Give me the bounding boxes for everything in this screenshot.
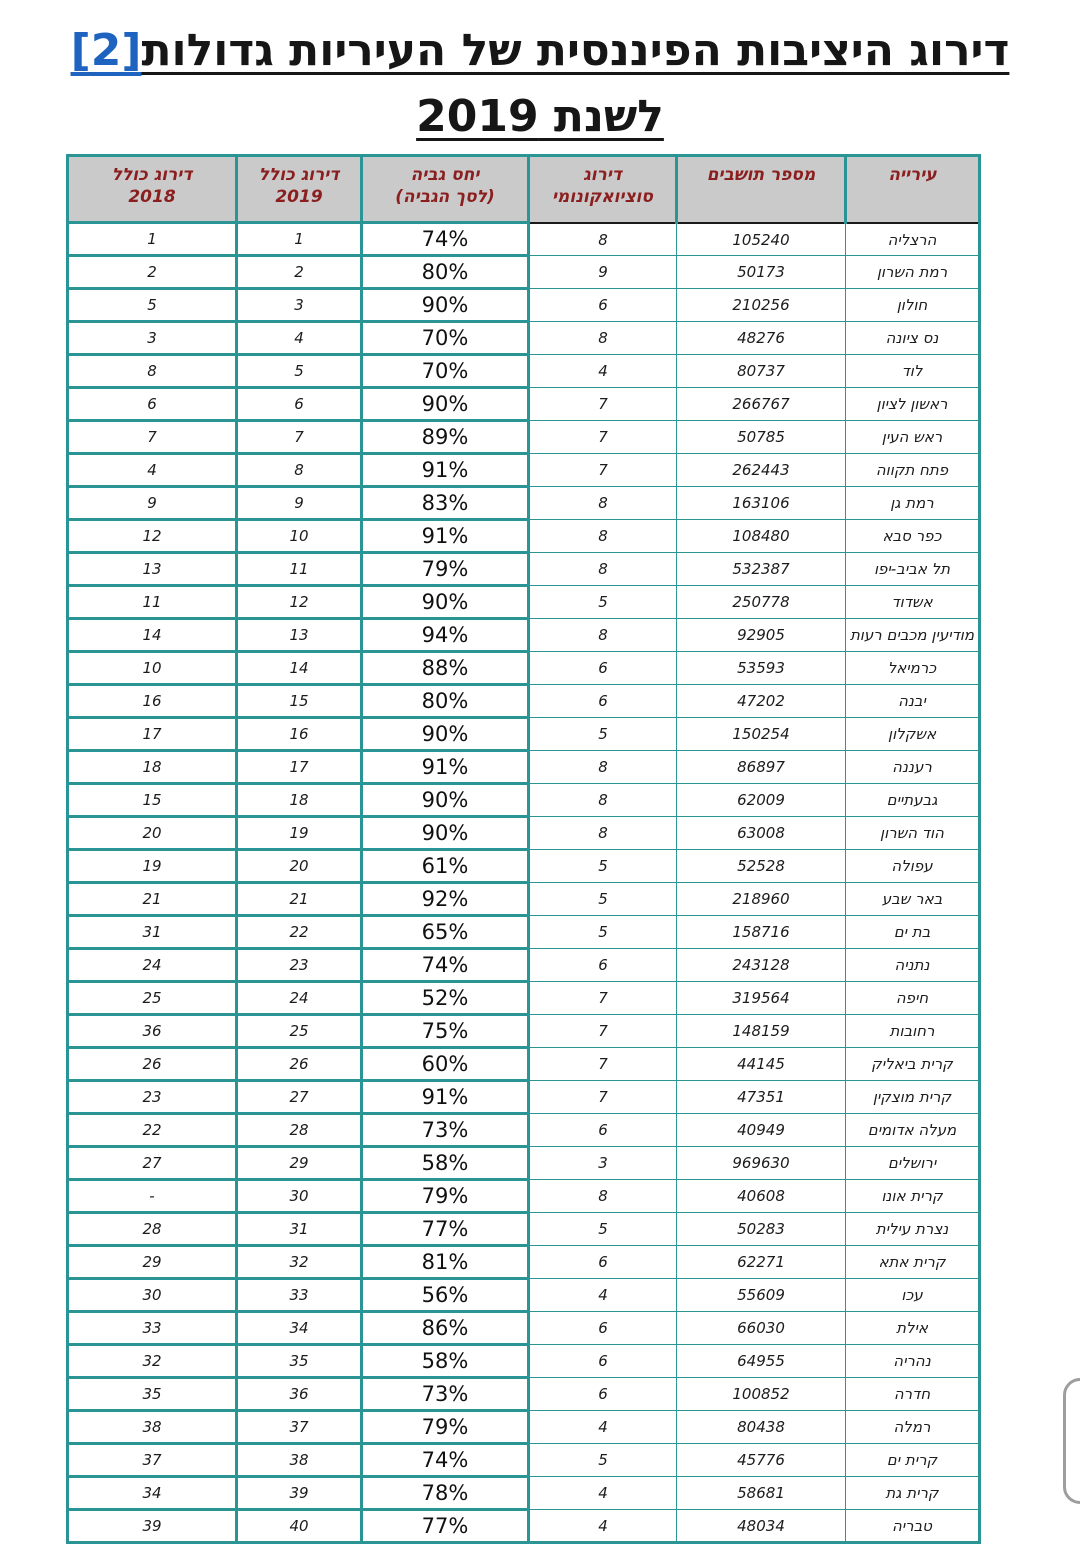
cell-collection_ratio: 91% bbox=[362, 751, 529, 784]
cell-collection_ratio: 81% bbox=[362, 1246, 529, 1279]
cell-population: 64955 bbox=[677, 1345, 846, 1378]
cell-collection_ratio: 58% bbox=[362, 1345, 529, 1378]
cell-rank_2019: 10 bbox=[237, 520, 362, 553]
cell-rank_2019: 25 bbox=[237, 1015, 362, 1048]
cell-socio_rank: 8 bbox=[529, 619, 677, 652]
cell-rank_2018: - bbox=[68, 1180, 237, 1213]
cell-population: 40949 bbox=[677, 1114, 846, 1147]
cell-rank_2018: 8 bbox=[68, 355, 237, 388]
table-row bbox=[68, 1378, 980, 1411]
cell-rank_2018: 35 bbox=[68, 1378, 237, 1411]
header-rank-2019: דירוג כולל 2019 bbox=[237, 156, 362, 223]
cell-population: 969630 bbox=[677, 1147, 846, 1180]
cell-collection_ratio: 77% bbox=[362, 1510, 529, 1543]
cell-population: 52528 bbox=[677, 850, 846, 883]
cell-rank_2018: 10 bbox=[68, 652, 237, 685]
cell-population: 80737 bbox=[677, 355, 846, 388]
cell-rank_2019: 32 bbox=[237, 1246, 362, 1279]
page-title bbox=[0, 21, 1080, 143]
cell-city: חדרה bbox=[846, 1378, 980, 1411]
cell-rank_2018: 36 bbox=[68, 1015, 237, 1048]
cell-rank_2019: 4 bbox=[237, 322, 362, 355]
cell-socio_rank: 6 bbox=[529, 652, 677, 685]
table-row bbox=[68, 1279, 980, 1312]
cell-population: 108480 bbox=[677, 520, 846, 553]
table-row bbox=[68, 388, 980, 421]
table-row bbox=[68, 949, 980, 982]
header-population: מספר תושבים bbox=[677, 156, 846, 223]
cell-population: 50173 bbox=[677, 256, 846, 289]
cell-population: 218960 bbox=[677, 883, 846, 916]
cell-rank_2019: 16 bbox=[237, 718, 362, 751]
cell-collection_ratio: 91% bbox=[362, 454, 529, 487]
cell-city: עפולה bbox=[846, 850, 980, 883]
cell-socio_rank: 4 bbox=[529, 1510, 677, 1543]
cell-socio_rank: 8 bbox=[529, 520, 677, 553]
cell-collection_ratio: 78% bbox=[362, 1477, 529, 1510]
cell-socio_rank: 5 bbox=[529, 883, 677, 916]
cell-rank_2019: 33 bbox=[237, 1279, 362, 1312]
page-title-year: לשנת 2019 bbox=[416, 91, 664, 143]
cell-rank_2018: 16 bbox=[68, 685, 237, 718]
cell-collection_ratio: 70% bbox=[362, 355, 529, 388]
cell-rank_2019: 37 bbox=[237, 1411, 362, 1444]
cell-city: רמלה bbox=[846, 1411, 980, 1444]
table-row bbox=[68, 883, 980, 916]
table-row bbox=[68, 1345, 980, 1378]
cell-city: מעלה אדומים bbox=[846, 1114, 980, 1147]
cell-collection_ratio: 65% bbox=[362, 916, 529, 949]
cell-rank_2019: 15 bbox=[237, 685, 362, 718]
cell-population: 40608 bbox=[677, 1180, 846, 1213]
cell-socio_rank: 6 bbox=[529, 1114, 677, 1147]
table-row bbox=[68, 784, 980, 817]
cell-socio_rank: 5 bbox=[529, 850, 677, 883]
cell-city: נתניה bbox=[846, 949, 980, 982]
cell-collection_ratio: 90% bbox=[362, 817, 529, 850]
cell-city: באר שבע bbox=[846, 883, 980, 916]
table-row bbox=[68, 718, 980, 751]
cell-socio_rank: 8 bbox=[529, 751, 677, 784]
cell-population: 158716 bbox=[677, 916, 846, 949]
cell-city: תל אביב-יפו bbox=[846, 553, 980, 586]
cell-city: נצרת עילית bbox=[846, 1213, 980, 1246]
cell-collection_ratio: 80% bbox=[362, 256, 529, 289]
header-city: עירייה bbox=[846, 156, 980, 223]
cell-collection_ratio: 61% bbox=[362, 850, 529, 883]
cell-rank_2019: 29 bbox=[237, 1147, 362, 1180]
cell-rank_2018: 13 bbox=[68, 553, 237, 586]
cell-rank_2019: 23 bbox=[237, 949, 362, 982]
table-row bbox=[68, 1246, 980, 1279]
cell-collection_ratio: 92% bbox=[362, 883, 529, 916]
cell-rank_2018: 29 bbox=[68, 1246, 237, 1279]
cell-city: ראשון לציון bbox=[846, 388, 980, 421]
cell-population: 80438 bbox=[677, 1411, 846, 1444]
table-row bbox=[68, 322, 980, 355]
cell-population: 53593 bbox=[677, 652, 846, 685]
cell-city: חולון bbox=[846, 289, 980, 322]
cell-rank_2018: 2 bbox=[68, 256, 237, 289]
cell-city: רעננה bbox=[846, 751, 980, 784]
cell-city: קרית מוצקין bbox=[846, 1081, 980, 1114]
cell-rank_2018: 18 bbox=[68, 751, 237, 784]
cell-rank_2019: 13 bbox=[237, 619, 362, 652]
cell-rank_2019: 2 bbox=[237, 256, 362, 289]
cell-rank_2019: 40 bbox=[237, 1510, 362, 1543]
cell-collection_ratio: 86% bbox=[362, 1312, 529, 1345]
cell-socio_rank: 8 bbox=[529, 817, 677, 850]
cell-rank_2018: 22 bbox=[68, 1114, 237, 1147]
cell-population: 210256 bbox=[677, 289, 846, 322]
cell-rank_2019: 14 bbox=[237, 652, 362, 685]
cell-city: גבעתיים bbox=[846, 784, 980, 817]
cell-rank_2018: 37 bbox=[68, 1444, 237, 1477]
cell-collection_ratio: 73% bbox=[362, 1378, 529, 1411]
table-row bbox=[68, 553, 980, 586]
cell-collection_ratio: 83% bbox=[362, 487, 529, 520]
table-row bbox=[68, 1114, 980, 1147]
cell-rank_2019: 39 bbox=[237, 1477, 362, 1510]
cell-socio_rank: 3 bbox=[529, 1147, 677, 1180]
cell-collection_ratio: 90% bbox=[362, 718, 529, 751]
cell-city: רחובות bbox=[846, 1015, 980, 1048]
cell-population: 47351 bbox=[677, 1081, 846, 1114]
cell-collection_ratio: 79% bbox=[362, 1411, 529, 1444]
cell-rank_2019: 18 bbox=[237, 784, 362, 817]
cell-rank_2019: 35 bbox=[237, 1345, 362, 1378]
cell-population: 319564 bbox=[677, 982, 846, 1015]
table-row bbox=[68, 421, 980, 454]
cell-city: אשדוד bbox=[846, 586, 980, 619]
cell-rank_2018: 11 bbox=[68, 586, 237, 619]
cell-collection_ratio: 90% bbox=[362, 388, 529, 421]
cell-rank_2018: 24 bbox=[68, 949, 237, 982]
cell-city: הוד השרון bbox=[846, 817, 980, 850]
cell-rank_2019: 36 bbox=[237, 1378, 362, 1411]
table-row bbox=[68, 1048, 980, 1081]
cell-collection_ratio: 52% bbox=[362, 982, 529, 1015]
cell-rank_2018: 38 bbox=[68, 1411, 237, 1444]
cell-socio_rank: 6 bbox=[529, 1345, 677, 1378]
cell-collection_ratio: 73% bbox=[362, 1114, 529, 1147]
cell-collection_ratio: 90% bbox=[362, 586, 529, 619]
table-row bbox=[68, 1510, 980, 1543]
cell-collection_ratio: 74% bbox=[362, 223, 529, 256]
table-row bbox=[68, 685, 980, 718]
cell-city: טבריה bbox=[846, 1510, 980, 1543]
cell-socio_rank: 8 bbox=[529, 487, 677, 520]
cell-socio_rank: 6 bbox=[529, 1312, 677, 1345]
cell-rank_2018: 15 bbox=[68, 784, 237, 817]
cell-socio_rank: 7 bbox=[529, 421, 677, 454]
cell-socio_rank: 8 bbox=[529, 223, 677, 256]
cell-collection_ratio: 91% bbox=[362, 520, 529, 553]
cell-rank_2018: 26 bbox=[68, 1048, 237, 1081]
cell-rank_2019: 38 bbox=[237, 1444, 362, 1477]
cell-population: 45776 bbox=[677, 1444, 846, 1477]
cell-collection_ratio: 91% bbox=[362, 1081, 529, 1114]
rankings-table bbox=[66, 154, 981, 1544]
cell-collection_ratio: 74% bbox=[362, 1444, 529, 1477]
cell-population: 62009 bbox=[677, 784, 846, 817]
table-row bbox=[68, 586, 980, 619]
cell-socio_rank: 6 bbox=[529, 949, 677, 982]
cell-rank_2019: 19 bbox=[237, 817, 362, 850]
cell-socio_rank: 6 bbox=[529, 289, 677, 322]
cell-collection_ratio: 74% bbox=[362, 949, 529, 982]
table-row bbox=[68, 487, 980, 520]
cell-rank_2018: 21 bbox=[68, 883, 237, 916]
page-title-line1 bbox=[0, 25, 1080, 77]
cell-collection_ratio: 90% bbox=[362, 784, 529, 817]
cell-collection_ratio: 56% bbox=[362, 1279, 529, 1312]
cell-socio_rank: 8 bbox=[529, 784, 677, 817]
table-body bbox=[68, 223, 980, 1543]
document-page bbox=[0, 21, 1080, 1539]
cell-socio_rank: 5 bbox=[529, 1444, 677, 1477]
cell-population: 48034 bbox=[677, 1510, 846, 1543]
cell-socio_rank: 5 bbox=[529, 916, 677, 949]
cell-rank_2019: 24 bbox=[237, 982, 362, 1015]
header-rank-2018: דירוג כולל 2018 bbox=[68, 156, 237, 223]
table-row bbox=[68, 454, 980, 487]
table-row bbox=[68, 520, 980, 553]
cell-socio_rank: 5 bbox=[529, 1213, 677, 1246]
table-header bbox=[68, 156, 980, 223]
cell-rank_2018: 6 bbox=[68, 388, 237, 421]
cell-rank_2019: 26 bbox=[237, 1048, 362, 1081]
table-row bbox=[68, 1213, 980, 1246]
cell-city: לוד bbox=[846, 355, 980, 388]
cell-collection_ratio: 94% bbox=[362, 619, 529, 652]
cell-socio_rank: 7 bbox=[529, 1081, 677, 1114]
cell-rank_2019: 3 bbox=[237, 289, 362, 322]
cell-rank_2019: 9 bbox=[237, 487, 362, 520]
cell-collection_ratio: 77% bbox=[362, 1213, 529, 1246]
cell-city: רמת השרון bbox=[846, 256, 980, 289]
cell-rank_2018: 19 bbox=[68, 850, 237, 883]
cell-socio_rank: 6 bbox=[529, 685, 677, 718]
cell-population: 92905 bbox=[677, 619, 846, 652]
cell-city: כפר סבא bbox=[846, 520, 980, 553]
cell-population: 163106 bbox=[677, 487, 846, 520]
cell-socio_rank: 4 bbox=[529, 1411, 677, 1444]
cell-population: 50283 bbox=[677, 1213, 846, 1246]
cell-city: חיפה bbox=[846, 982, 980, 1015]
cell-rank_2018: 27 bbox=[68, 1147, 237, 1180]
cell-city: בת ים bbox=[846, 916, 980, 949]
cell-city: אילת bbox=[846, 1312, 980, 1345]
cell-population: 58681 bbox=[677, 1477, 846, 1510]
cell-socio_rank: 5 bbox=[529, 718, 677, 751]
cell-rank_2019: 12 bbox=[237, 586, 362, 619]
cell-rank_2019: 6 bbox=[237, 388, 362, 421]
header-row bbox=[68, 156, 980, 223]
cell-city: ראש העין bbox=[846, 421, 980, 454]
cell-collection_ratio: 90% bbox=[362, 289, 529, 322]
cell-socio_rank: 7 bbox=[529, 454, 677, 487]
table-row bbox=[68, 1147, 980, 1180]
table-row bbox=[68, 1312, 980, 1345]
cell-population: 105240 bbox=[677, 223, 846, 256]
cell-city: יבנה bbox=[846, 685, 980, 718]
cell-rank_2019: 34 bbox=[237, 1312, 362, 1345]
cell-city: אשקלון bbox=[846, 718, 980, 751]
cell-socio_rank: 7 bbox=[529, 1015, 677, 1048]
cell-rank_2018: 31 bbox=[68, 916, 237, 949]
cell-population: 50785 bbox=[677, 421, 846, 454]
cell-rank_2019: 8 bbox=[237, 454, 362, 487]
cell-socio_rank: 5 bbox=[529, 586, 677, 619]
cell-city: קרית גת bbox=[846, 1477, 980, 1510]
cell-city: מודיעין מכבים רעות bbox=[846, 619, 980, 652]
cell-rank_2018: 20 bbox=[68, 817, 237, 850]
cell-city: הרצליה bbox=[846, 223, 980, 256]
cell-collection_ratio: 89% bbox=[362, 421, 529, 454]
cell-rank_2019: 7 bbox=[237, 421, 362, 454]
cell-collection_ratio: 60% bbox=[362, 1048, 529, 1081]
cell-rank_2018: 34 bbox=[68, 1477, 237, 1510]
cell-socio_rank: 4 bbox=[529, 1477, 677, 1510]
table-row bbox=[68, 289, 980, 322]
cell-rank_2018: 1 bbox=[68, 223, 237, 256]
cell-population: 86897 bbox=[677, 751, 846, 784]
cell-rank_2019: 20 bbox=[237, 850, 362, 883]
table-row bbox=[68, 256, 980, 289]
cell-city: ירושלים bbox=[846, 1147, 980, 1180]
cell-collection_ratio: 80% bbox=[362, 685, 529, 718]
table-row bbox=[68, 223, 980, 256]
cell-collection_ratio: 88% bbox=[362, 652, 529, 685]
cell-collection_ratio: 79% bbox=[362, 553, 529, 586]
cell-socio_rank: 7 bbox=[529, 982, 677, 1015]
table-row bbox=[68, 817, 980, 850]
cell-population: 150254 bbox=[677, 718, 846, 751]
cell-socio_rank: 7 bbox=[529, 1048, 677, 1081]
table-row bbox=[68, 1015, 980, 1048]
cell-rank_2018: 17 bbox=[68, 718, 237, 751]
cell-collection_ratio: 75% bbox=[362, 1015, 529, 1048]
cell-population: 262443 bbox=[677, 454, 846, 487]
cell-socio_rank: 8 bbox=[529, 1180, 677, 1213]
cell-rank_2019: 27 bbox=[237, 1081, 362, 1114]
cell-rank_2018: 5 bbox=[68, 289, 237, 322]
table-row bbox=[68, 1411, 980, 1444]
cell-city: נהריה bbox=[846, 1345, 980, 1378]
cell-population: 44145 bbox=[677, 1048, 846, 1081]
cell-rank_2019: 1 bbox=[237, 223, 362, 256]
cell-population: 250778 bbox=[677, 586, 846, 619]
cell-rank_2018: 25 bbox=[68, 982, 237, 1015]
cell-rank_2019: 31 bbox=[237, 1213, 362, 1246]
cell-rank_2019: 30 bbox=[237, 1180, 362, 1213]
cell-rank_2018: 7 bbox=[68, 421, 237, 454]
cell-rank_2019: 28 bbox=[237, 1114, 362, 1147]
cell-city: פתח תקווה bbox=[846, 454, 980, 487]
cell-city: נס ציונה bbox=[846, 322, 980, 355]
cell-rank_2019: 5 bbox=[237, 355, 362, 388]
cell-rank_2019: 21 bbox=[237, 883, 362, 916]
cell-rank_2018: 12 bbox=[68, 520, 237, 553]
cell-city: קרית ביאליק bbox=[846, 1048, 980, 1081]
rankings-table-container bbox=[66, 154, 981, 1544]
cell-socio_rank: 8 bbox=[529, 553, 677, 586]
cell-population: 48276 bbox=[677, 322, 846, 355]
cell-rank_2018: 9 bbox=[68, 487, 237, 520]
table-row bbox=[68, 619, 980, 652]
cell-collection_ratio: 79% bbox=[362, 1180, 529, 1213]
scrollbar-thumb[interactable] bbox=[1063, 1378, 1080, 1504]
cell-population: 62271 bbox=[677, 1246, 846, 1279]
table-row bbox=[68, 652, 980, 685]
cell-rank_2018: 30 bbox=[68, 1279, 237, 1312]
cell-population: 55609 bbox=[677, 1279, 846, 1312]
cell-city: קרית אתא bbox=[846, 1246, 980, 1279]
table-row bbox=[68, 355, 980, 388]
cell-population: 532387 bbox=[677, 553, 846, 586]
table-row bbox=[68, 751, 980, 784]
cell-rank_2018: 39 bbox=[68, 1510, 237, 1543]
cell-population: 66030 bbox=[677, 1312, 846, 1345]
cell-rank_2018: 33 bbox=[68, 1312, 237, 1345]
cell-population: 266767 bbox=[677, 388, 846, 421]
cell-city: קרית ים bbox=[846, 1444, 980, 1477]
cell-population: 47202 bbox=[677, 685, 846, 718]
cell-socio_rank: 9 bbox=[529, 256, 677, 289]
table-row bbox=[68, 982, 980, 1015]
cell-rank_2019: 17 bbox=[237, 751, 362, 784]
cell-socio_rank: 4 bbox=[529, 1279, 677, 1312]
cell-population: 100852 bbox=[677, 1378, 846, 1411]
table-row bbox=[68, 850, 980, 883]
cell-city: קרית אונו bbox=[846, 1180, 980, 1213]
cell-rank_2018: 32 bbox=[68, 1345, 237, 1378]
table-row bbox=[68, 1180, 980, 1213]
cell-socio_rank: 8 bbox=[529, 322, 677, 355]
table-row bbox=[68, 1477, 980, 1510]
cell-population: 243128 bbox=[677, 949, 846, 982]
cell-population: 148159 bbox=[677, 1015, 846, 1048]
cell-rank_2018: 28 bbox=[68, 1213, 237, 1246]
cell-rank_2018: 14 bbox=[68, 619, 237, 652]
cell-rank_2018: 23 bbox=[68, 1081, 237, 1114]
page-title-text: דירוג היציבות הפיננסית של העיריות גדולות bbox=[141, 25, 1010, 77]
cell-socio_rank: 4 bbox=[529, 355, 677, 388]
cell-city: רמת גן bbox=[846, 487, 980, 520]
header-socio-rank: דירוג סוציואקונומי bbox=[529, 156, 677, 223]
cell-socio_rank: 6 bbox=[529, 1246, 677, 1279]
cell-rank_2018: 3 bbox=[68, 322, 237, 355]
cell-rank_2019: 11 bbox=[237, 553, 362, 586]
cell-population: 63008 bbox=[677, 817, 846, 850]
cell-city: עכו bbox=[846, 1279, 980, 1312]
cell-collection_ratio: 58% bbox=[362, 1147, 529, 1180]
cell-rank_2018: 4 bbox=[68, 454, 237, 487]
cell-socio_rank: 7 bbox=[529, 388, 677, 421]
table-row bbox=[68, 1444, 980, 1477]
table-row bbox=[68, 916, 980, 949]
table-row bbox=[68, 1081, 980, 1114]
cell-rank_2019: 22 bbox=[237, 916, 362, 949]
header-collection-ratio: יחס גביה (לסך הגביה) bbox=[362, 156, 529, 223]
cell-socio_rank: 6 bbox=[529, 1378, 677, 1411]
cell-city: כרמיאל bbox=[846, 652, 980, 685]
footnote-ref-link[interactable]: [2] bbox=[70, 25, 142, 77]
cell-collection_ratio: 70% bbox=[362, 322, 529, 355]
